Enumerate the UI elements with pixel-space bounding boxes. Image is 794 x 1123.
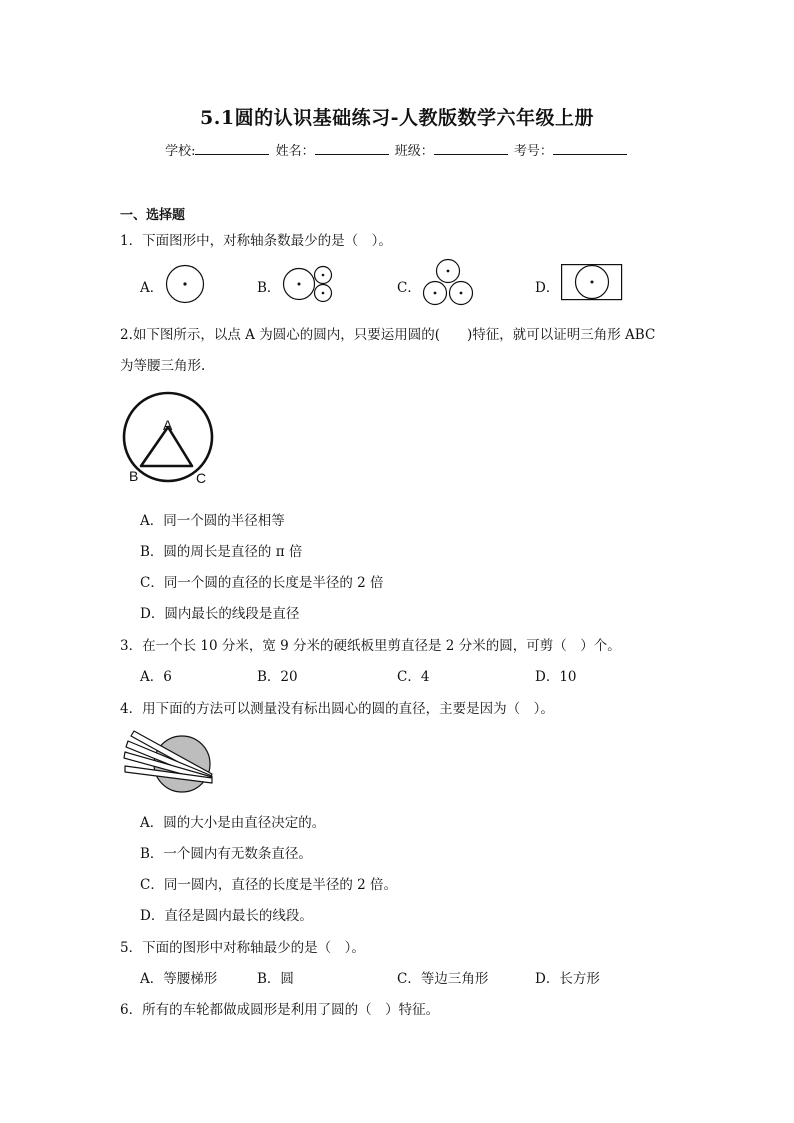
number-label: 考号： [513, 144, 553, 159]
question-1-text: 1．下面图形中，对称轴条数最少的是（ ）。 [120, 233, 392, 249]
question-5-text: 5．下面的图形中对称轴最少的是（ ）。 [120, 940, 365, 956]
name-blank[interactable] [315, 142, 389, 155]
q4-rulers-on-circle-figure [122, 734, 216, 794]
q3-option-c: C．4 [397, 669, 430, 685]
student-info-line [0, 140, 794, 159]
school-blank[interactable] [195, 142, 269, 155]
q5-option-d: D．长方形 [535, 971, 600, 987]
section-title: 一、选择题 [120, 208, 186, 223]
q1-figure-a-single-circle [165, 264, 207, 304]
q4-option-a: A．圆的大小是由直径决定的。 [140, 815, 326, 831]
q4-option-c: C．同一圆内，直径的长度是半径的 2 倍。 [140, 877, 398, 893]
q1-option-b-label: B． [257, 280, 281, 296]
question-4-text: 4．用下面的方法可以测量没有标出圆心的圆的直径，主要是因为（ ）。 [120, 701, 554, 717]
q3-option-b: B．20 [257, 669, 298, 685]
q2-option-b: B．圆的周长是直径的 π 倍 [140, 544, 303, 560]
page-title: 5.1圆的认识基础练习-人教版数学六年级上册 [200, 107, 594, 129]
class-label: 班级： [394, 144, 434, 159]
q2-label-a: A [163, 417, 173, 433]
school-label: 学校: [165, 144, 196, 159]
q3-option-d: D．10 [535, 669, 577, 685]
q2-label-c: C [196, 470, 207, 486]
q1-figure-c-triangle-circles [420, 259, 476, 307]
q4-option-b: B．一个圆内有无数条直径。 [140, 846, 312, 862]
q1-figure-b-three-circles [282, 266, 336, 304]
name-label: 姓名： [275, 144, 315, 159]
q5-option-a: A．等腰梯形 [140, 971, 218, 987]
q4-option-d: D．直径是圆内最长的线段。 [140, 908, 313, 924]
q1-option-c-label: C． [397, 280, 421, 296]
q5-option-c: C．等边三角形 [397, 971, 489, 987]
question-3-text: 3．在一个长 10 分米，宽 9 分米的硬纸板里剪直径是 2 分米的圆，可剪（ ）个。 [120, 638, 621, 654]
question-6-text: 6．所有的车轮都做成圆形是利用了圆的（ ）特征。 [120, 1002, 440, 1018]
q1-option-d-label: D． [535, 280, 560, 296]
q2-label-b: B [129, 468, 139, 484]
q2-option-a: A．同一个圆的半径相等 [140, 513, 285, 529]
class-blank[interactable] [434, 142, 508, 155]
q3-option-a: A．6 [140, 669, 172, 685]
number-blank[interactable] [553, 142, 627, 155]
q2-circle-triangle-figure [120, 390, 220, 486]
q5-option-b: B．圆 [257, 971, 294, 987]
question-2-text-line-2: 为等腰三角形. [120, 358, 206, 374]
q1-figure-d-circle-in-rectangle [561, 264, 623, 302]
q2-option-d: D．圆内最长的线段是直径 [140, 606, 300, 622]
q1-option-a-label: A． [140, 280, 164, 296]
q2-option-c: C．同一个圆的直径的长度是半径的 2 倍 [140, 575, 384, 591]
question-2-text-line-1: 2.如下图所示，以点 A 为圆心的圆内，只要运用圆的( )特征，就可以证明三角形 ABC [120, 327, 656, 343]
